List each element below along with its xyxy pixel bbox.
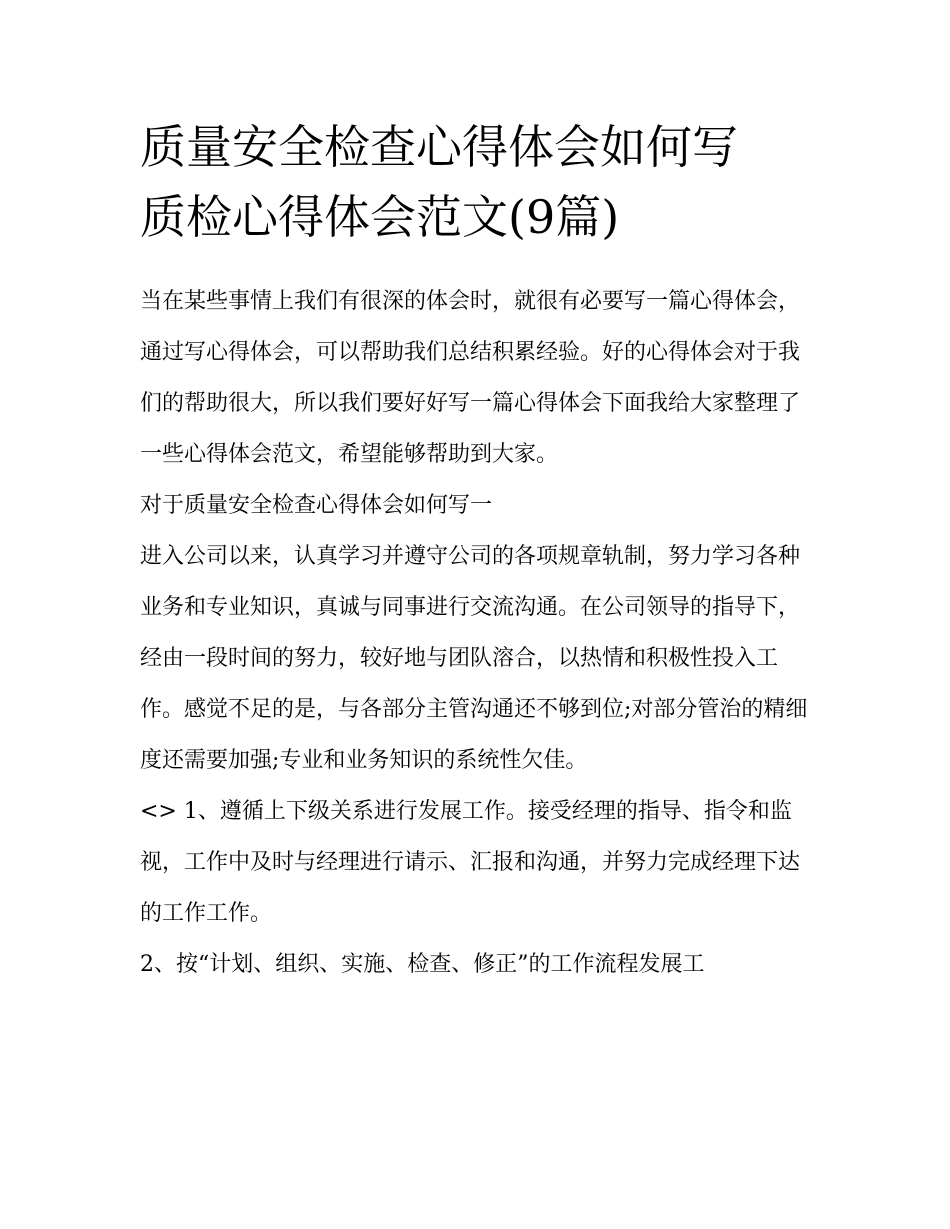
title-line-1: 质量安全检查心得体会如何写 — [140, 120, 738, 174]
title-line-2: 质检心得体会范文(9篇) — [140, 190, 620, 244]
intro-paragraph: 当在某些事情上我们有很深的体会时，就很有必要写一篇心得体会，通过写心得体会，可以帮助我们总结积累经验。好的心得体会对于我们的帮助很大，所以我们要好好写一篇心得体会下面我给大家整理了一些心得体会范文，希望能够帮助到大家。 — [140, 289, 801, 467]
section-heading: 对于质量安全检查心得体会如何写一 — [140, 493, 493, 518]
body-paragraph-1: 进入公司以来，认真学习并遵守公司的各项规章轨制，努力学习各种业务和专业知识，真诚与同事进行交流沟通。在公司领导的指导下，经由一段时间的努力，较好地与团队溶合，以热情和积极性投入工作。感觉不足的是，与各部分主管沟通还不够到位;对部分管治的精细度还需要加强;专业和业务知识的系统性欠佳。 — [140, 544, 808, 773]
document-body — [140, 112, 820, 990]
document-title — [140, 112, 820, 252]
body-paragraph-3: 2、按“计划、组织、实施、检查、修正”的工作流程发展工 — [140, 952, 705, 977]
body-paragraph-2: <> 1、遵循上下级关系进行发展工作。接受经理的指导、指令和监视，工作中及时与经理进行请示、汇报和沟通，并努力完成经理下达的工作工作。 — [140, 799, 801, 926]
